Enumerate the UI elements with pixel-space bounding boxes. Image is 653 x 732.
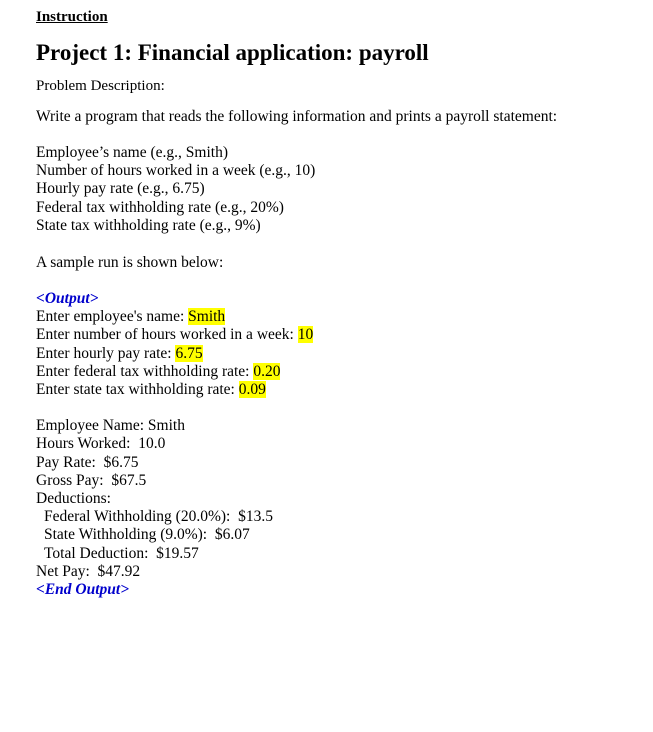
prompt-text: Enter number of hours worked in a week: xyxy=(36,326,298,344)
statement-federal: Federal Withholding (20.0%): $13.5 xyxy=(44,508,273,526)
statement-total: Total Deduction: $19.57 xyxy=(44,544,199,562)
input-value: 0.20 xyxy=(253,362,281,380)
statement-pay-rate: Pay Rate: $6.75 xyxy=(36,453,139,471)
prompt-line xyxy=(36,381,636,399)
prompt-line xyxy=(36,363,636,381)
spacer xyxy=(36,399,636,417)
statement-deductions: Deductions: xyxy=(36,490,111,508)
inputs-list xyxy=(36,144,636,235)
prompt-line xyxy=(36,345,636,363)
instruction-label: Instruction xyxy=(36,9,108,25)
prompt-text: Enter hourly pay rate: xyxy=(36,344,176,362)
statement-state: State Withholding (9.0%): $6.07 xyxy=(44,526,250,544)
inputs-list-item: State tax withholding rate (e.g., 9%) xyxy=(36,216,261,234)
prompt-text: Enter employee's name: xyxy=(36,308,189,326)
output-start-tag: <Output> xyxy=(36,290,99,308)
statement-hours-worked: Hours Worked: 10.0 xyxy=(36,435,166,453)
statement-employee-name: Employee Name: Smith xyxy=(36,417,185,435)
sample-intro: A sample run is shown below: xyxy=(36,254,224,272)
statement-net-pay: Net Pay: $47.92 xyxy=(36,562,141,580)
output-end-tag: <End Output> xyxy=(36,581,130,599)
page-title: Project 1: Financial application: payroll xyxy=(36,40,429,65)
inputs-list-item: Employee’s name (e.g., Smith) xyxy=(36,144,228,161)
document-page xyxy=(36,8,636,599)
sample-output xyxy=(36,290,636,599)
prompt-text: Enter state tax withholding rate: xyxy=(36,381,239,399)
inputs-list-item: Number of hours worked in a week (e.g., 10) xyxy=(36,162,316,180)
description-text: Write a program that reads the following information and prints a payroll statement: xyxy=(36,108,558,125)
input-value: 0.09 xyxy=(238,381,266,399)
input-value: Smith xyxy=(188,308,226,326)
prompt-line xyxy=(36,326,636,344)
prompt-text: Enter federal tax withholding rate: xyxy=(36,362,254,380)
prompt-line xyxy=(36,308,636,326)
problem-description-label: Problem Description: xyxy=(36,78,165,94)
inputs-list-item: Federal tax withholding rate (e.g., 20%) xyxy=(36,198,284,216)
statement-gross-pay: Gross Pay: $67.5 xyxy=(36,471,147,489)
input-value: 6.75 xyxy=(175,344,203,362)
inputs-list-item: Hourly pay rate (e.g., 6.75) xyxy=(36,180,205,198)
input-value: 10 xyxy=(297,326,314,344)
